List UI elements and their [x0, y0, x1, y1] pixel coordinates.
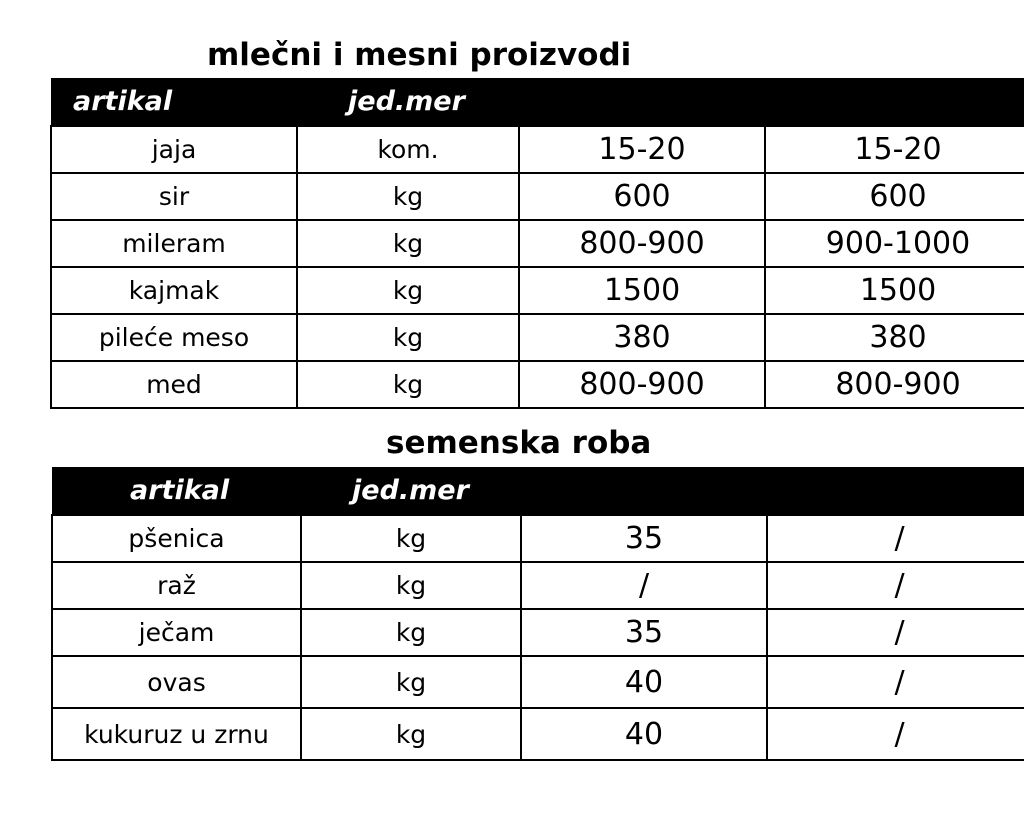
item-price-2: / — [767, 656, 1024, 708]
item-name: pileće meso — [51, 314, 297, 361]
item-price-1: 40 — [521, 656, 767, 708]
header-unit: jed.mer — [297, 78, 519, 126]
table-row — [51, 126, 1024, 173]
item-price-1: 800-900 — [519, 220, 765, 267]
header-unit: jed.mer — [301, 467, 521, 515]
item-name: jaja — [51, 126, 297, 173]
table-row — [51, 220, 1024, 267]
table-row — [52, 656, 1024, 708]
table-header-row — [51, 78, 1024, 126]
item-unit: kg — [301, 562, 521, 609]
item-price-2: / — [767, 562, 1024, 609]
item-price-2: / — [767, 609, 1024, 656]
item-name: ovas — [52, 656, 301, 708]
item-unit: kg — [301, 609, 521, 656]
table-row — [52, 515, 1024, 562]
item-price-1: 600 — [519, 173, 765, 220]
item-unit: kg — [297, 267, 519, 314]
table-header-row — [52, 467, 1024, 515]
seeds-price-table — [51, 467, 1024, 761]
item-name: kajmak — [51, 267, 297, 314]
table-row — [52, 562, 1024, 609]
item-price-1: 800-900 — [519, 361, 765, 408]
dairy-meat-price-table — [50, 78, 1024, 409]
table-row — [51, 267, 1024, 314]
item-unit: kg — [301, 515, 521, 562]
section-title-dairy-meat: mlečni i mesni proizvodi — [207, 37, 632, 73]
item-unit: kg — [297, 361, 519, 408]
item-price-1: 1500 — [519, 267, 765, 314]
table-row — [52, 708, 1024, 760]
item-unit: kg — [301, 656, 521, 708]
section-title-seeds: semenska roba — [386, 425, 652, 461]
item-price-2: 800-900 — [765, 361, 1024, 408]
item-name: med — [51, 361, 297, 408]
item-price-1: / — [521, 562, 767, 609]
header-item: artikal — [52, 467, 301, 515]
item-price-2: 1500 — [765, 267, 1024, 314]
item-price-1: 35 — [521, 609, 767, 656]
item-name: pšenica — [52, 515, 301, 562]
item-unit: kg — [297, 173, 519, 220]
item-unit: kg — [297, 220, 519, 267]
header-item: artikal — [51, 78, 297, 126]
item-name: mileram — [51, 220, 297, 267]
item-price-2: 900-1000 — [765, 220, 1024, 267]
item-name: ječam — [52, 609, 301, 656]
item-price-1: 35 — [521, 515, 767, 562]
item-name: kukuruz u zrnu — [52, 708, 301, 760]
header-price-1 — [519, 78, 765, 126]
table-row — [52, 609, 1024, 656]
item-price-2: 380 — [765, 314, 1024, 361]
item-unit: kg — [301, 708, 521, 760]
item-price-1: 380 — [519, 314, 765, 361]
item-price-1: 40 — [521, 708, 767, 760]
item-unit: kom. — [297, 126, 519, 173]
table-row — [51, 314, 1024, 361]
table-row — [51, 173, 1024, 220]
table-row — [51, 361, 1024, 408]
item-price-2: / — [767, 708, 1024, 760]
item-price-2: / — [767, 515, 1024, 562]
header-price-2 — [767, 467, 1024, 515]
item-price-2: 600 — [765, 173, 1024, 220]
item-price-2: 15-20 — [765, 126, 1024, 173]
item-price-1: 15-20 — [519, 126, 765, 173]
item-name: sir — [51, 173, 297, 220]
item-name: raž — [52, 562, 301, 609]
header-price-1 — [521, 467, 767, 515]
item-unit: kg — [297, 314, 519, 361]
header-price-2 — [765, 78, 1024, 126]
